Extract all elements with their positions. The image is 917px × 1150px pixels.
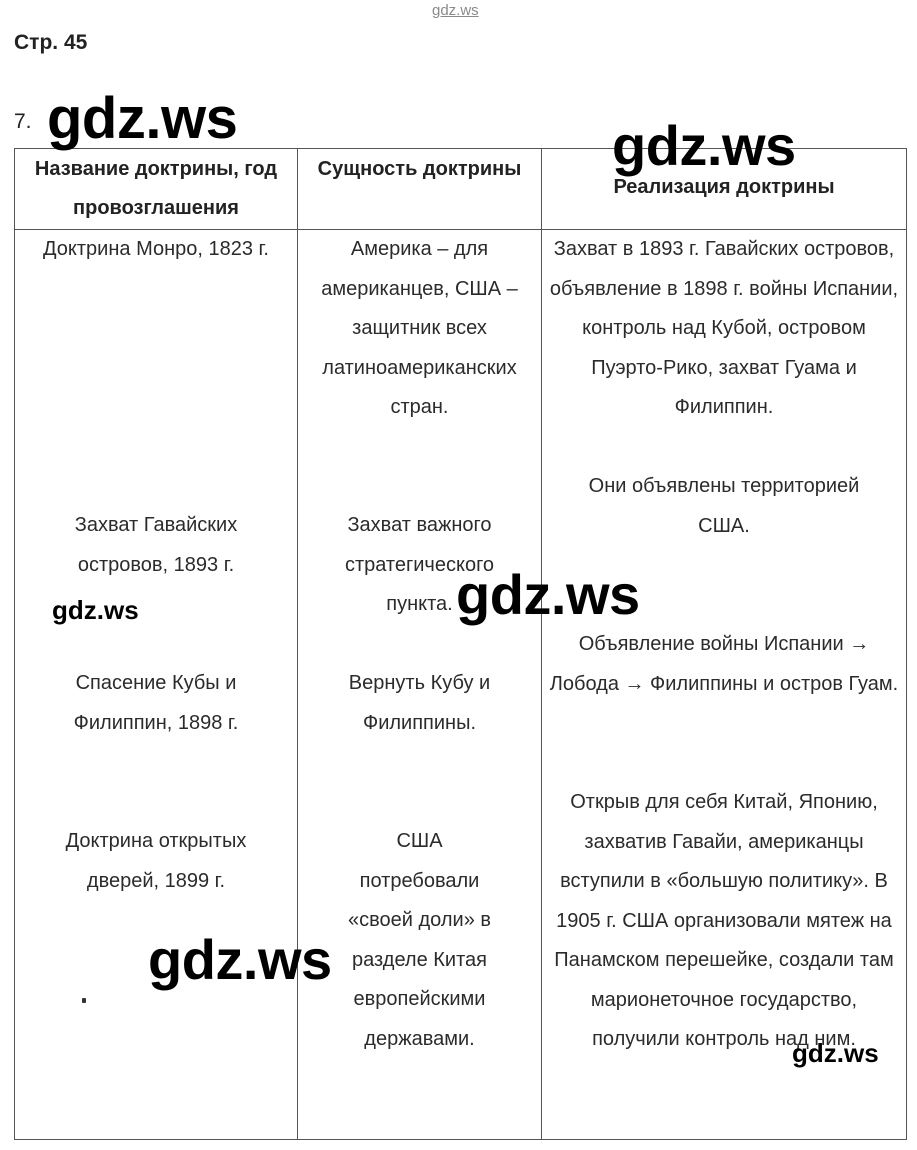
implementation-cuba: Объявление войны Испании → Лобода → Филиппины и остров Гуам. (549, 633, 899, 695)
ink-dot (82, 998, 86, 1003)
doctrine-name-open-doors: Доктрина открытых дверей, 1899 г. (65, 830, 247, 892)
implementation-hawaii: Они объявлены территорией США. (588, 475, 860, 537)
doctrine-name-monroe: Доктрина Монро, 1823 г. (43, 238, 269, 260)
watermark-4: gdz.ws (52, 595, 139, 625)
watermark-6: gdz.ws (792, 1038, 879, 1068)
implementation-open-doors: Открыв для себя Китай, Японию, захватив Гавайи, американцы вступили в «большую политику». В 1905 г. США организовали мятеж на Панамском перешейке, создали там марионеточное государство, получили контроль над ним. (554, 791, 894, 1050)
watermark-5: gdz.ws (148, 928, 332, 991)
page-label: Стр. 45 (14, 31, 88, 54)
header-doctrine-name: Название доктрины, год провозглашения (34, 158, 278, 219)
watermark-1: gdz.ws (47, 86, 238, 151)
cell-doctrine-essence (298, 230, 542, 1140)
top-watermark-link: gdz.ws (432, 2, 479, 19)
cell-doctrine-implementation (542, 230, 907, 1140)
doctrine-name-cuba: Спасение Кубы и Филиппин, 1898 г. (73, 672, 239, 734)
essence-cuba: Вернуть Кубу и Филиппины. (348, 672, 491, 734)
essence-open-doors: США потребовали «своей доли» в разделе Китая европейскими державами. (348, 830, 491, 1050)
watermark-2: gdz.ws (612, 114, 796, 177)
watermark-3: gdz.ws (456, 563, 640, 626)
header-doctrine-implementation: Реализация доктрины (613, 176, 835, 198)
header-doctrine-essence: Сущность доктрины (317, 158, 522, 180)
header-cell-essence (298, 149, 542, 230)
doctrine-name-hawaii: Захват Гавайских островов, 1893 г. (74, 514, 238, 576)
essence-monroe: Америка – для американцев, США – защитник всех латиноамериканских стран. (321, 238, 518, 418)
cell-doctrine-names (15, 230, 298, 1140)
doctrines-table (14, 148, 907, 1140)
implementation-monroe: Захват в 1893 г. Гавайских островов, объявление в 1898 г. войны Испании, контроль над Кубой, островом Пуэрто-Рико, захват Гуама и Филиппин. (549, 238, 899, 418)
table-row (15, 230, 907, 1140)
header-cell-name (15, 149, 298, 230)
task-number: 7. (14, 110, 32, 133)
essence-hawaii: Захват важного стратегического пункта. (344, 514, 495, 615)
